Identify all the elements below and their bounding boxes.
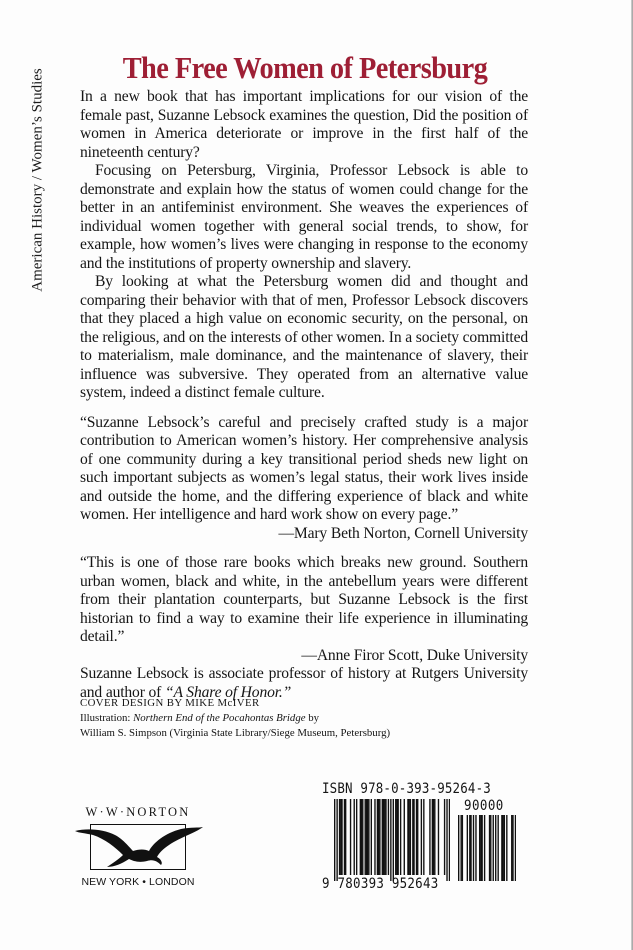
- addon-bar: [460, 815, 461, 881]
- barcode-bar: [365, 799, 366, 875]
- barcode-bar: [393, 799, 394, 881]
- addon-bar: [489, 815, 490, 881]
- barcode-bar: [371, 799, 372, 875]
- description-paragraph: Focusing on Petersburg, Virginia, Professor Lebsock is able to demonstrate and explain how the status of women could change for the better in an antifeminist environment. She weaves the experiences of individual women together with general social trends, to show, for example, how women’s lives were changing in response to the economy and the institutions of property ownership and slavery.: [80, 162, 528, 272]
- barcode-bar: [383, 799, 384, 875]
- barcode-bar: [340, 799, 341, 875]
- addon-bar: [511, 815, 512, 881]
- barcode-bar: [361, 799, 362, 875]
- barcode-bar: [385, 799, 386, 875]
- addon-bar: [467, 815, 468, 881]
- addon-bar: [473, 815, 474, 881]
- isbn-barcode: [320, 775, 530, 895]
- addon-bar: [506, 815, 507, 881]
- ean-digits: 9 780393 952643: [322, 876, 439, 892]
- barcode-bar: [379, 799, 380, 875]
- description-paragraph: By looking at what the Petersburg women did and thought and comparing their behavior with that of men, Professor Lebsock discovers that they placed a high value on economic security, on the personal, on the religious, and on the interests of other women. In a society committed to materialism, male dominance, and the maintenance of slavery, their influence was subversive. They operated from an alternative value system, indeed a distinct female culture.: [80, 273, 528, 401]
- barcode-bar: [421, 799, 422, 875]
- previous-book-title: “A Share of Honor.”: [164, 683, 292, 701]
- addon-bar: [515, 815, 516, 881]
- addon-bar: [475, 815, 476, 881]
- barcode-bar: [341, 799, 342, 875]
- addon-bar: [512, 815, 513, 881]
- illustration-prefix: Illustration:: [80, 712, 134, 724]
- barcode-bar: [429, 799, 430, 875]
- barcode-bar: [354, 799, 355, 875]
- barcode-bar: [408, 799, 409, 875]
- addon-bar: [497, 815, 498, 881]
- barcode-bar: [390, 799, 391, 881]
- barcode-bar: [396, 799, 397, 875]
- barcode-bar: [407, 799, 408, 875]
- review-quote: “This is one of those rare books which breaks new ground. Southern urban women, black and white, in the antebellum years were different from their plantation counterparts, but Suzanne Lebsock is the first historian to find a way to examine their life experience in illuminating detail.”: [80, 554, 528, 645]
- barcode-bar: [449, 799, 450, 881]
- barcode-bar: [397, 799, 398, 875]
- barcode-bar: [410, 799, 411, 875]
- barcode-bar: [378, 799, 379, 875]
- addon-bar: [470, 815, 471, 881]
- barcode-bar: [336, 799, 337, 881]
- barcode-bar: [384, 799, 385, 875]
- barcode-bar: [413, 799, 414, 875]
- barcode-bar: [344, 799, 345, 875]
- addon-barcode-bars: [458, 815, 516, 881]
- cover-credits: [80, 695, 540, 741]
- barcode-bar: [395, 799, 396, 875]
- book-title: The Free Women of Petersburg: [122, 51, 488, 85]
- barcode-bar: [356, 799, 357, 875]
- review-scott: [80, 554, 528, 665]
- barcode-bar: [432, 799, 433, 875]
- review-quote: “Suzanne Lebsock’s careful and precisely crafted study is a major contribution to American women’s history. Her comprehensive analysis of one community during a key transitional period sheds new light on such important subjects as women’s legal status, their work lives inside and outside the home, and the differing experience of black and white women. Her intelligence and hard work show on every page.”: [80, 413, 528, 523]
- barcode-bar: [444, 799, 445, 875]
- barcode-bar: [360, 799, 361, 875]
- addon-bar: [469, 815, 470, 881]
- barcode-bar: [377, 799, 378, 875]
- barcode-bar: [417, 799, 418, 875]
- addon-bar: [462, 815, 463, 881]
- barcode-bar: [366, 799, 367, 875]
- cover-design-credit: COVER DESIGN BY MIKE McIVER: [80, 697, 260, 709]
- isbn-label: ISBN 978-0-393-95264-3: [322, 781, 491, 797]
- description-paragraph: In a new book that has important implications for our vision of the female past, Suzanne Lebsock examines the question, Did the position of women in America deteriorate or improve in the first half of the nineteenth century?: [80, 88, 528, 161]
- illustration-source: William S. Simpson (Virginia State Library/Siege Museum, Petersburg): [80, 727, 391, 739]
- addon-bar: [504, 815, 505, 881]
- addon-bar: [484, 815, 485, 881]
- addon-bar: [480, 815, 481, 881]
- publisher-logo: [78, 805, 198, 905]
- seagull-icon: [73, 819, 205, 869]
- barcode-bar: [367, 799, 368, 875]
- spine-category: [28, 30, 48, 330]
- addon-bar: [479, 815, 480, 881]
- barcode-bar: [339, 799, 340, 875]
- barcode-bar: [334, 799, 335, 881]
- barcode-bar: [433, 799, 434, 875]
- addon-bar: [495, 815, 496, 881]
- category-label: American History / Women’s Studies: [29, 68, 46, 292]
- addon-digits: 90000: [464, 798, 504, 814]
- illustration-title: Northern End of the Pocahontas Bridge: [133, 712, 306, 724]
- addon-bar: [501, 815, 502, 881]
- barcode-bar: [362, 799, 363, 875]
- barcode-bar: [368, 799, 369, 875]
- barcode-bar: [423, 799, 424, 875]
- addon-bar: [493, 815, 494, 881]
- review-norton: [80, 414, 528, 544]
- barcode-bar: [416, 799, 417, 875]
- addon-bar: [502, 815, 503, 881]
- barcode-bar: [345, 799, 346, 875]
- barcode-bar: [388, 799, 389, 875]
- barcode-bar: [404, 799, 405, 875]
- ean-barcode-bars: [334, 799, 450, 881]
- review-attribution: —Mary Beth Norton, Cornell University: [278, 524, 528, 542]
- barcode-bar: [350, 799, 351, 875]
- addon-bar: [490, 815, 491, 881]
- publisher-name: W·W·NORTON: [85, 805, 191, 819]
- barcode-bar: [434, 799, 435, 875]
- barcode-bar: [382, 799, 383, 875]
- barcode-bar: [400, 799, 401, 875]
- illustration-by: by: [305, 712, 320, 724]
- back-cover-copy: [80, 88, 528, 702]
- barcode-bar: [374, 799, 375, 875]
- illustration-credit: [80, 711, 540, 741]
- logo-frame: [90, 824, 186, 870]
- addon-bar: [481, 815, 482, 881]
- barcode-bar: [412, 799, 413, 875]
- barcode-bar: [438, 799, 439, 875]
- author-bio-text: Suzanne Lebsock is associate professor of history at Rutgers University and author of: [80, 665, 528, 701]
- barcode-bar: [446, 799, 447, 881]
- addon-bar: [458, 815, 459, 881]
- publisher-cities: NEW YORK • LONDON: [81, 876, 195, 888]
- review-attribution: —Anne Firor Scott, Duke University: [301, 646, 528, 664]
